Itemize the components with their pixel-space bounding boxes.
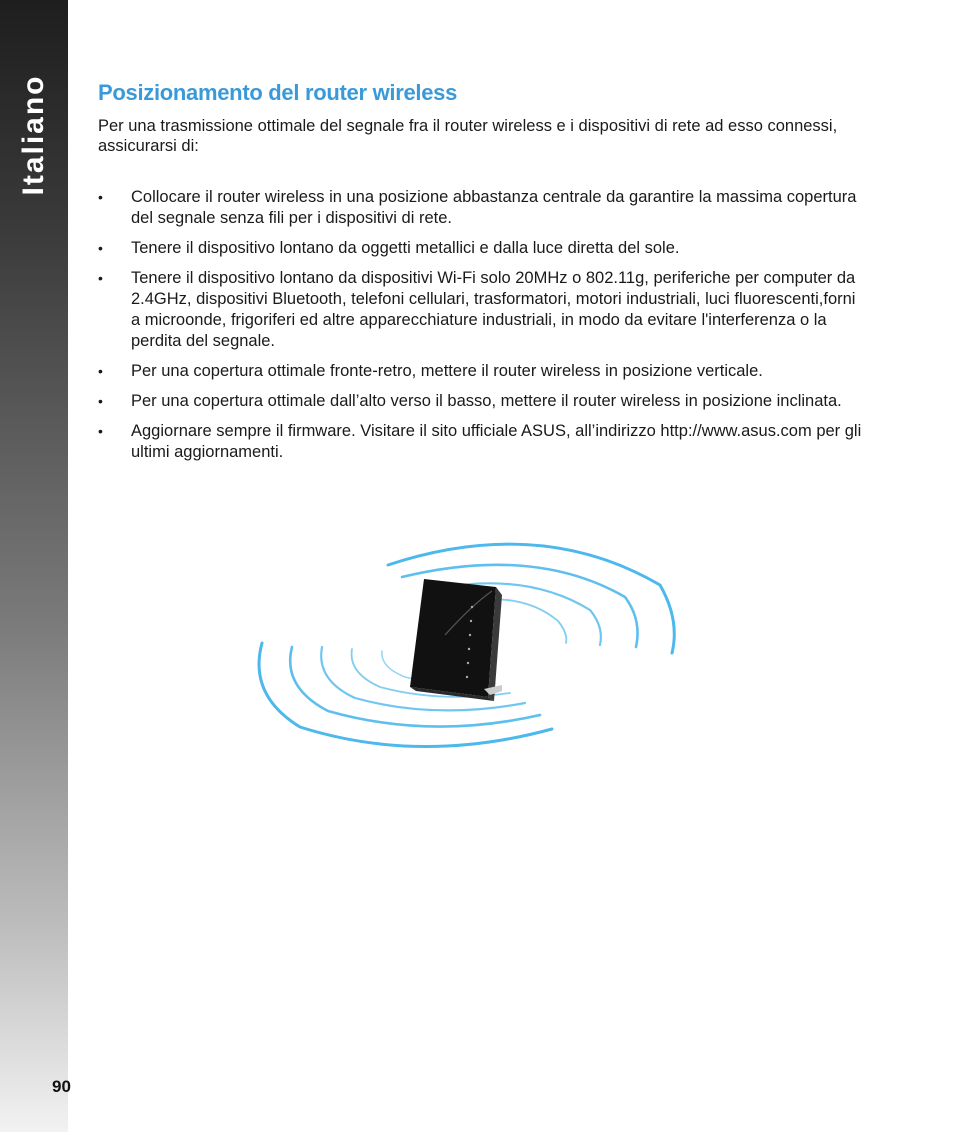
bullet-marker: • [98,270,103,286]
list-item-text: Tenere il dispositivo lontano da dispositivi Wi-Fi solo 20MHz o 802.11g, periferiche per computer da 2.4GHz, dispositivi Bluetooth, telefoni cellulari, trasformatori, motori industriali, luci fluorescenti,forni a microonde, frigoriferi ed altre apparecchiature industriali, in modo da evitare l'interferenza o la perdita del segnale. [131,269,856,350]
list-item [98,268,868,352]
placement-tips-list [98,187,868,463]
bullet-marker: • [98,423,103,439]
list-item [98,391,868,412]
bullet-marker: • [98,363,103,379]
language-label: Italiano [17,74,50,196]
list-item-text: Per una copertura ottimale dall’alto verso il basso, mettere il router wireless in posizione inclinata. [131,392,842,410]
list-item [98,421,868,463]
intro-paragraph: Per una trasmissione ottimale del segnale fra il router wireless e i dispositivi di rete ad esso connessi, assicurarsi di: [98,117,838,155]
page-number: 90 [52,1077,71,1096]
list-item [98,361,868,382]
bullet-marker: • [98,189,103,205]
list-item-text: Aggiornare sempre il firmware. Visitare il sito ufficiale ASUS, all’indirizzo http://www.asus.com per gli ultimi aggiornamenti. [131,422,862,461]
list-item-text: Tenere il dispositivo lontano da oggetti metallici e dalla luce diretta del sole. [131,239,680,257]
list-item [98,238,868,259]
list-item [98,187,868,229]
language-side-tab [0,0,68,1132]
router-device [410,579,502,701]
list-item-text: Per una copertura ottimale fronte-retro, mettere il router wireless in posizione verticale. [131,362,763,380]
bullet-marker: • [98,240,103,256]
main-content [98,80,868,472]
list-item-text: Collocare il router wireless in una posizione abbastanza centrale da garantire la massima copertura del segnale senza fili per i dispositivi di rete. [131,188,857,227]
bullet-marker: • [98,393,103,409]
section-title: Posizionamento del router wireless [98,80,458,105]
router-signal-illustration [240,535,690,755]
signal-wave [259,643,552,747]
